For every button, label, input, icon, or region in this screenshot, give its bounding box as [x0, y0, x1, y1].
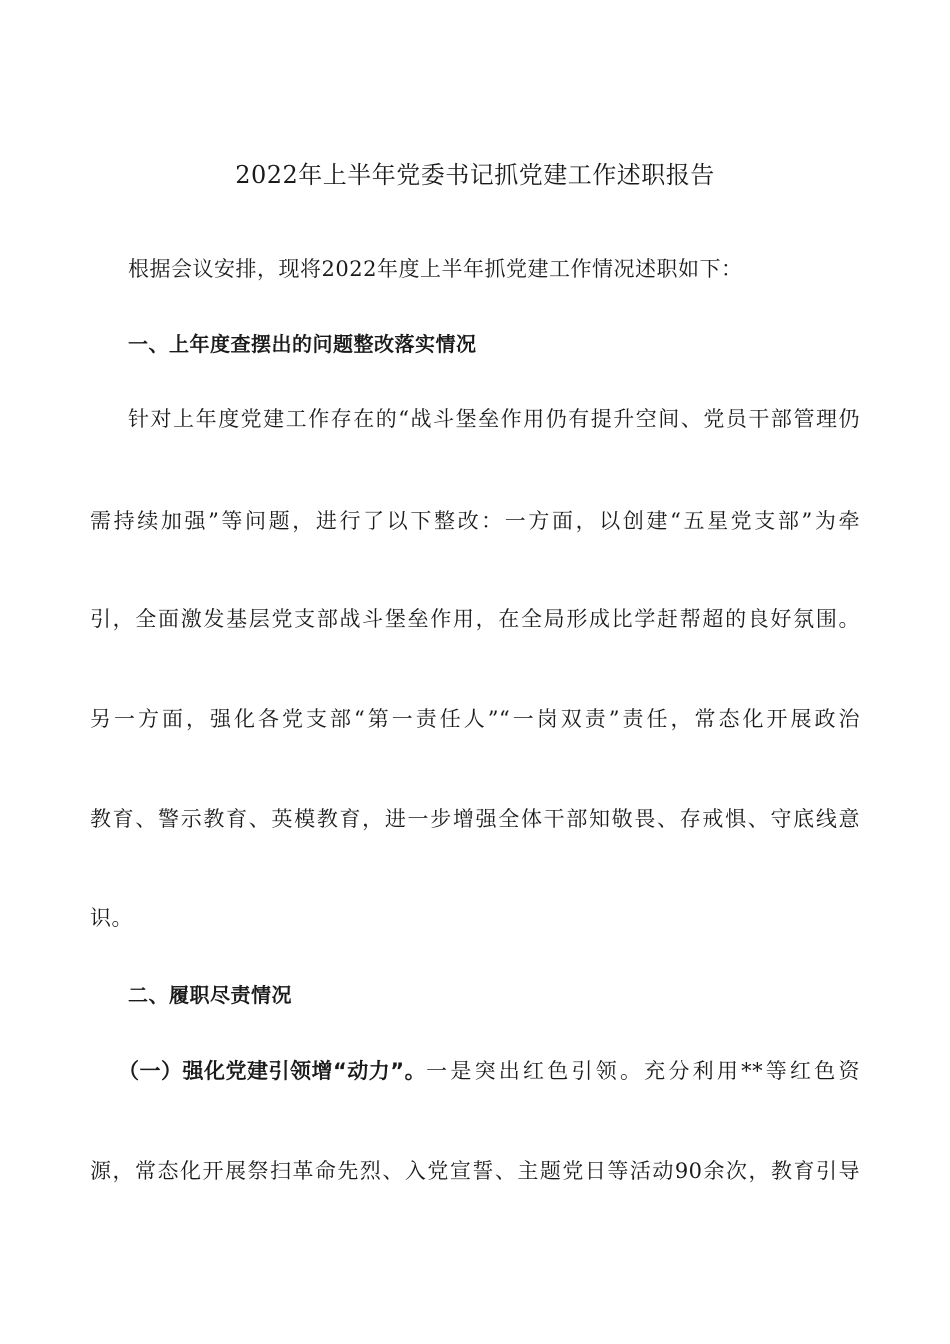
paragraph-line: 需持续加强”等问题，进行了以下整改：一方面，以创建“五星党支部”为牵: [90, 509, 860, 533]
paragraph-line: 源，常态化开展祭扫革命先烈、入党宣誓、主题党日等活动90余次，教育引导: [90, 1159, 860, 1183]
subsection-1-line: [118, 1056, 860, 1086]
document-title: 2022年上半年党委书记抓党建工作述职报告: [235, 161, 715, 189]
intro-paragraph: 根据会议安排，现将2022年度上半年抓党建工作情况述职如下：: [128, 257, 743, 281]
paragraph-line: 针对上年度党建工作存在的“战斗堡垒作用仍有提升空间、党员干部管理仍: [128, 407, 860, 431]
paragraph-line: 教育、警示教育、英模教育，进一步增强全体干部知敬畏、存戒惧、守底线意: [90, 807, 860, 831]
section-1-heading: 一、上年度查摆出的问题整改落实情况: [128, 332, 477, 356]
paragraph-line: 另一方面，强化各党支部“第一责任人”“一岗双责”责任，常态化开展政治: [90, 707, 860, 731]
subsection-1-text: 一是突出红色引领。充分利用**等红色资: [426, 1059, 860, 1083]
section-2-heading: 二、履职尽责情况: [128, 983, 292, 1007]
paragraph-line: 识。: [90, 906, 133, 930]
subsection-1-title: （一）强化党建引领增“动力”。: [118, 1059, 427, 1083]
paragraph-line: 引，全面激发基层党支部战斗堡垒作用，在全局形成比学赶帮超的良好氛围。: [90, 607, 860, 631]
